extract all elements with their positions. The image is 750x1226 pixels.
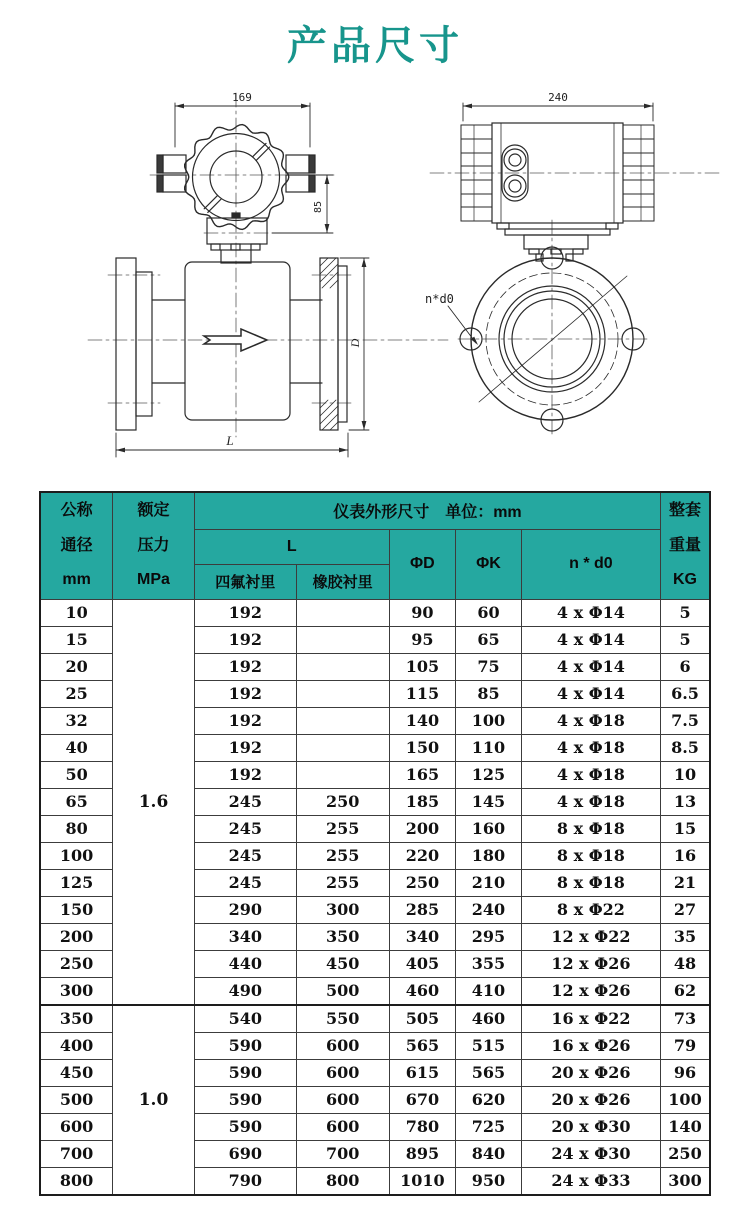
cell-weight: 48 <box>661 950 710 977</box>
cell-nominal-diameter: 32 <box>40 707 113 734</box>
front-diameter-dim-label: D <box>348 338 362 348</box>
front-height-dim-label: 85 <box>313 200 324 214</box>
header-rubber-lining: 橡胶衬里 <box>296 564 389 599</box>
cell-weight: 6.5 <box>661 680 710 707</box>
cell-bolt-spec: 12 x Φ26 <box>521 950 660 977</box>
cell-phi-d: 460 <box>389 977 456 1005</box>
cell-phi-k: 565 <box>456 1059 522 1086</box>
right-flange-section <box>320 258 347 430</box>
header-nominal-diameter <box>40 492 113 599</box>
cell-nominal-diameter: 700 <box>40 1140 113 1167</box>
spec-table-header <box>40 492 710 599</box>
cell-weight: 6 <box>661 653 710 680</box>
cell-phi-k: 160 <box>456 815 522 842</box>
cell-phi-k: 515 <box>456 1032 522 1059</box>
cell-weight: 7.5 <box>661 707 710 734</box>
spec-table-body <box>40 599 710 1195</box>
front-length-dim-label: L <box>226 433 234 448</box>
cell-length-ptfe: 192 <box>194 734 296 761</box>
cell-nominal-diameter: 20 <box>40 653 113 680</box>
cell-nominal-diameter: 350 <box>40 1005 113 1033</box>
front-width-dim-label: 169 <box>232 91 252 104</box>
cell-weight: 35 <box>661 923 710 950</box>
header-text: 重量 <box>669 536 702 554</box>
cell-length-rubber: 350 <box>296 923 389 950</box>
header-text: KG <box>673 571 697 589</box>
cell-length-rubber: 450 <box>296 950 389 977</box>
cell-phi-d: 105 <box>389 653 456 680</box>
cell-length-ptfe: 245 <box>194 788 296 815</box>
cell-phi-k: 355 <box>456 950 522 977</box>
cell-bolt-spec: 4 x Φ14 <box>521 626 660 653</box>
cell-phi-k: 145 <box>456 788 522 815</box>
cell-phi-k: 100 <box>456 707 522 734</box>
cell-length-ptfe: 192 <box>194 761 296 788</box>
front-view-drawing <box>88 91 448 457</box>
cell-rated-pressure: 1.0 <box>113 1005 195 1195</box>
cell-bolt-spec: 4 x Φ14 <box>521 653 660 680</box>
cell-bolt-spec: 20 x Φ26 <box>521 1059 660 1086</box>
cell-length-ptfe: 192 <box>194 626 296 653</box>
cell-length-rubber <box>296 734 389 761</box>
header-text: mm <box>62 571 91 589</box>
cell-phi-d: 1010 <box>389 1167 456 1195</box>
cell-weight: 5 <box>661 599 710 626</box>
cell-length-rubber: 600 <box>296 1059 389 1086</box>
cell-phi-d: 285 <box>389 896 456 923</box>
cell-bolt-spec: 4 x Φ14 <box>521 680 660 707</box>
cell-phi-k: 460 <box>456 1005 522 1033</box>
cell-length-rubber: 700 <box>296 1140 389 1167</box>
cell-length-rubber: 500 <box>296 977 389 1005</box>
cell-length-ptfe: 790 <box>194 1167 296 1195</box>
side-neck <box>505 229 610 261</box>
cell-nominal-diameter: 250 <box>40 950 113 977</box>
cell-phi-d: 250 <box>389 869 456 896</box>
cell-length-rubber: 255 <box>296 842 389 869</box>
header-text: 额定 <box>137 502 170 520</box>
table-row <box>40 1005 710 1033</box>
cell-length-rubber <box>296 626 389 653</box>
cell-nominal-diameter: 450 <box>40 1059 113 1086</box>
cell-weight: 62 <box>661 977 710 1005</box>
technical-drawings <box>0 85 750 485</box>
cell-length-rubber: 800 <box>296 1167 389 1195</box>
header-ptfe-lining: 四氟衬里 <box>194 564 296 599</box>
cell-weight: 8.5 <box>661 734 710 761</box>
cell-phi-d: 115 <box>389 680 456 707</box>
cell-phi-d: 895 <box>389 1140 456 1167</box>
cell-weight: 79 <box>661 1032 710 1059</box>
cell-length-rubber <box>296 707 389 734</box>
cell-phi-d: 185 <box>389 788 456 815</box>
page-title: 产品尺寸 <box>287 24 463 68</box>
cell-phi-k: 125 <box>456 761 522 788</box>
cell-phi-k: 240 <box>456 896 522 923</box>
cell-length-ptfe: 540 <box>194 1005 296 1033</box>
cell-nominal-diameter: 65 <box>40 788 113 815</box>
header-text: 整套 <box>669 502 702 520</box>
cell-phi-d: 565 <box>389 1032 456 1059</box>
cell-nominal-diameter: 50 <box>40 761 113 788</box>
cell-phi-d: 670 <box>389 1086 456 1113</box>
cell-phi-k: 950 <box>456 1167 522 1195</box>
flow-arrow-icon <box>204 329 267 351</box>
cell-length-rubber <box>296 680 389 707</box>
cell-bolt-spec: 4 x Φ18 <box>521 788 660 815</box>
cell-length-ptfe: 290 <box>194 896 296 923</box>
left-flange <box>116 258 152 430</box>
cell-nominal-diameter: 25 <box>40 680 113 707</box>
header-rated-pressure <box>113 492 195 599</box>
cell-weight: 15 <box>661 815 710 842</box>
cell-nominal-diameter: 600 <box>40 1113 113 1140</box>
header-bolt-spec: n * d0 <box>521 529 660 599</box>
cell-bolt-spec: 12 x Φ22 <box>521 923 660 950</box>
bolt-circle-label: n*d0 <box>425 292 454 306</box>
cell-phi-d: 340 <box>389 923 456 950</box>
cell-phi-k: 75 <box>456 653 522 680</box>
cell-weight: 96 <box>661 1059 710 1086</box>
header-phi-d: ΦD <box>389 529 456 599</box>
cell-length-ptfe: 440 <box>194 950 296 977</box>
cell-nominal-diameter: 400 <box>40 1032 113 1059</box>
cell-phi-k: 85 <box>456 680 522 707</box>
cell-weight: 10 <box>661 761 710 788</box>
dimension-spec-table <box>39 491 711 1196</box>
cell-bolt-spec: 20 x Φ26 <box>521 1086 660 1113</box>
cell-length-ptfe: 590 <box>194 1059 296 1086</box>
cell-phi-d: 150 <box>389 734 456 761</box>
cell-length-ptfe: 192 <box>194 707 296 734</box>
cell-nominal-diameter: 150 <box>40 896 113 923</box>
table-row <box>40 599 710 626</box>
side-view-drawing <box>425 91 722 437</box>
cell-phi-d: 220 <box>389 842 456 869</box>
cell-length-rubber: 250 <box>296 788 389 815</box>
cell-bolt-spec: 4 x Φ14 <box>521 599 660 626</box>
cell-bolt-spec: 4 x Φ18 <box>521 761 660 788</box>
cell-phi-k: 65 <box>456 626 522 653</box>
cell-bolt-spec: 4 x Φ18 <box>521 707 660 734</box>
cell-nominal-diameter: 100 <box>40 842 113 869</box>
cell-phi-d: 780 <box>389 1113 456 1140</box>
cell-phi-d: 140 <box>389 707 456 734</box>
cell-bolt-spec: 24 x Φ30 <box>521 1140 660 1167</box>
cell-phi-k: 725 <box>456 1113 522 1140</box>
header-text: 通径 <box>60 536 93 554</box>
cell-length-ptfe: 192 <box>194 680 296 707</box>
cell-length-ptfe: 690 <box>194 1140 296 1167</box>
cell-weight: 5 <box>661 626 710 653</box>
cell-length-ptfe: 590 <box>194 1113 296 1140</box>
cell-weight: 21 <box>661 869 710 896</box>
side-width-dim-label: 240 <box>548 91 568 104</box>
cell-weight: 16 <box>661 842 710 869</box>
cell-weight: 73 <box>661 1005 710 1033</box>
cell-nominal-diameter: 800 <box>40 1167 113 1195</box>
cell-nominal-diameter: 300 <box>40 977 113 1005</box>
cell-bolt-spec: 20 x Φ30 <box>521 1113 660 1140</box>
cell-nominal-diameter: 10 <box>40 599 113 626</box>
cell-phi-d: 95 <box>389 626 456 653</box>
cell-length-ptfe: 340 <box>194 923 296 950</box>
cell-weight: 13 <box>661 788 710 815</box>
header-text: 公称 <box>60 502 93 520</box>
cell-length-ptfe: 590 <box>194 1086 296 1113</box>
cell-phi-k: 295 <box>456 923 522 950</box>
header-phi-k: ΦK <box>456 529 522 599</box>
cell-length-ptfe: 192 <box>194 599 296 626</box>
cell-weight: 300 <box>661 1167 710 1195</box>
header-length: L <box>194 529 389 564</box>
cell-bolt-spec: 16 x Φ22 <box>521 1005 660 1033</box>
cell-weight: 250 <box>661 1140 710 1167</box>
cell-weight: 27 <box>661 896 710 923</box>
cell-length-rubber: 255 <box>296 869 389 896</box>
cell-weight: 100 <box>661 1086 710 1113</box>
cell-length-ptfe: 590 <box>194 1032 296 1059</box>
cell-length-ptfe: 192 <box>194 653 296 680</box>
cell-phi-d: 200 <box>389 815 456 842</box>
cell-phi-d: 165 <box>389 761 456 788</box>
cell-length-rubber: 255 <box>296 815 389 842</box>
header-text: 压力 <box>137 536 170 554</box>
cell-phi-d: 405 <box>389 950 456 977</box>
cell-length-rubber: 600 <box>296 1086 389 1113</box>
cell-bolt-spec: 8 x Φ22 <box>521 896 660 923</box>
cell-phi-k: 620 <box>456 1086 522 1113</box>
cell-bolt-spec: 4 x Φ18 <box>521 734 660 761</box>
cell-nominal-diameter: 500 <box>40 1086 113 1113</box>
cell-phi-d: 615 <box>389 1059 456 1086</box>
cell-length-rubber <box>296 761 389 788</box>
cell-phi-k: 840 <box>456 1140 522 1167</box>
cell-phi-d: 90 <box>389 599 456 626</box>
cell-bolt-spec: 8 x Φ18 <box>521 869 660 896</box>
cell-phi-k: 210 <box>456 869 522 896</box>
cell-length-rubber: 600 <box>296 1032 389 1059</box>
cell-nominal-diameter: 200 <box>40 923 113 950</box>
cell-bolt-spec: 24 x Φ33 <box>521 1167 660 1195</box>
cell-phi-d: 505 <box>389 1005 456 1033</box>
cell-length-ptfe: 245 <box>194 842 296 869</box>
cell-length-rubber: 300 <box>296 896 389 923</box>
cell-length-ptfe: 490 <box>194 977 296 1005</box>
cell-weight: 140 <box>661 1113 710 1140</box>
cell-rated-pressure: 1.6 <box>113 599 195 1005</box>
cell-nominal-diameter: 40 <box>40 734 113 761</box>
cell-bolt-spec: 8 x Φ18 <box>521 815 660 842</box>
cell-length-ptfe: 245 <box>194 869 296 896</box>
cell-bolt-spec: 16 x Φ26 <box>521 1032 660 1059</box>
header-text: MPa <box>137 571 170 589</box>
header-dimensions-title: 仪表外形尺寸 单位：mm <box>194 492 660 529</box>
cell-nominal-diameter: 80 <box>40 815 113 842</box>
cell-length-rubber <box>296 653 389 680</box>
cell-length-rubber: 600 <box>296 1113 389 1140</box>
cell-length-rubber <box>296 599 389 626</box>
cell-bolt-spec: 12 x Φ26 <box>521 977 660 1005</box>
cell-length-ptfe: 245 <box>194 815 296 842</box>
cell-bolt-spec: 8 x Φ18 <box>521 842 660 869</box>
cell-nominal-diameter: 15 <box>40 626 113 653</box>
cell-phi-k: 410 <box>456 977 522 1005</box>
dimension-240 <box>463 103 653 121</box>
header-weight <box>661 492 710 599</box>
cell-phi-k: 180 <box>456 842 522 869</box>
cell-phi-k: 60 <box>456 599 522 626</box>
cell-nominal-diameter: 125 <box>40 869 113 896</box>
cell-phi-k: 110 <box>456 734 522 761</box>
cell-length-rubber: 550 <box>296 1005 389 1033</box>
